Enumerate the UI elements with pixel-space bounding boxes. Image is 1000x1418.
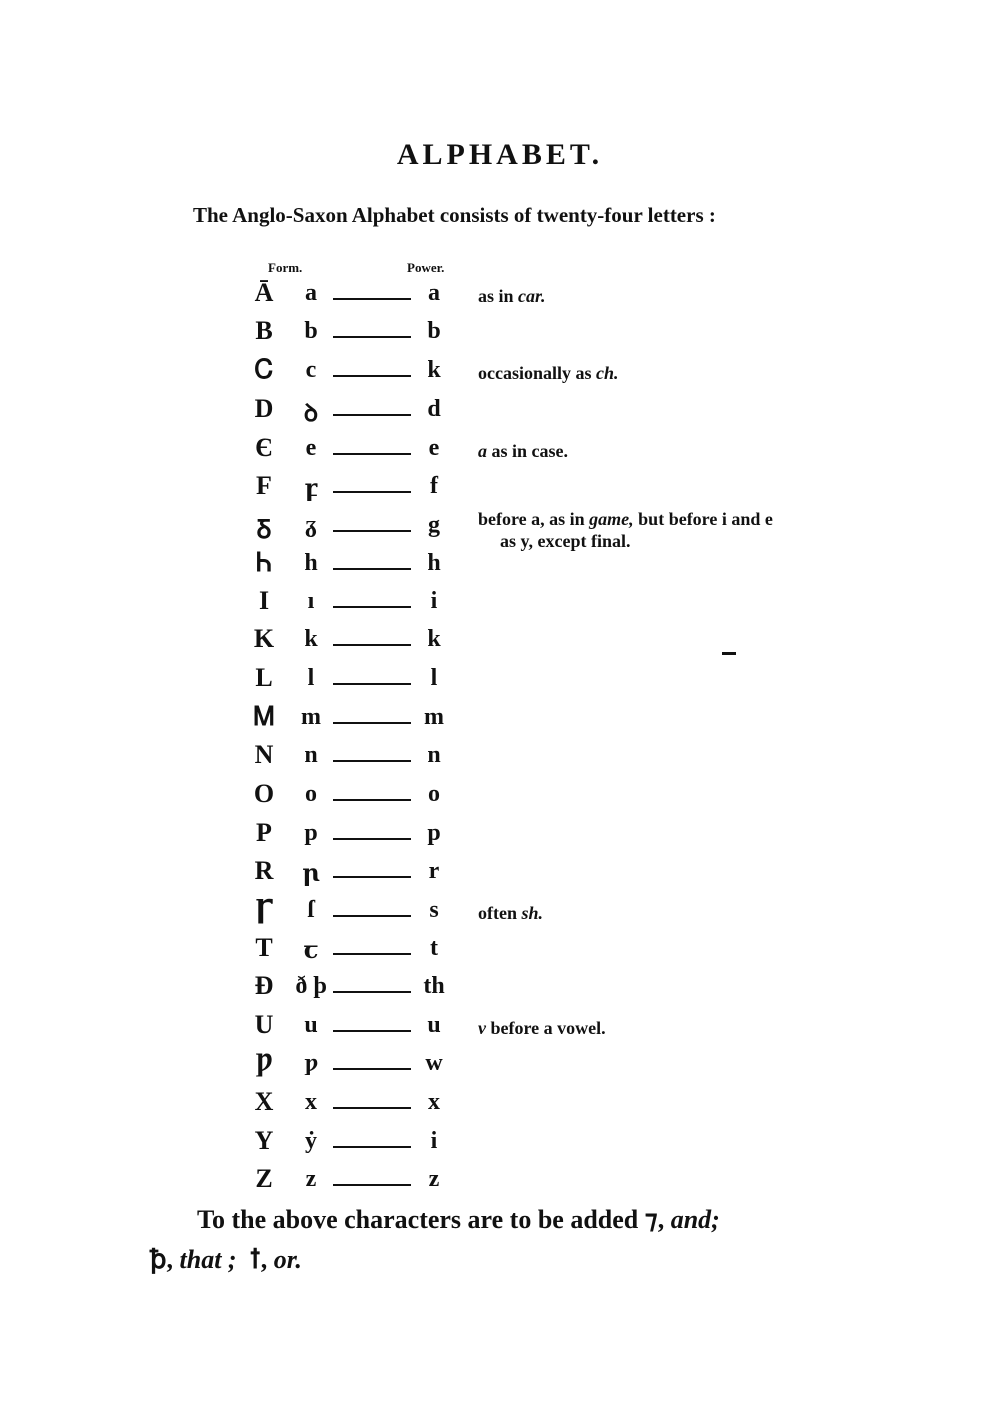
letter-row	[0, 702, 1000, 740]
small-letter: ẏ	[305, 1128, 317, 1154]
letter-row	[0, 818, 1000, 856]
capital-letter: Ᵹ	[256, 515, 272, 544]
letter-row	[0, 1164, 1000, 1202]
footer-line-2: ꝥ, that ; ꝉ, or.	[150, 1245, 302, 1274]
capital-letter: I	[258, 586, 270, 615]
power-value: p	[427, 820, 441, 846]
capital-letter: F	[256, 471, 272, 500]
leader-dash	[333, 991, 411, 993]
small-letter: ꞇ	[303, 938, 319, 964]
leader-dash	[333, 915, 411, 917]
power-value: w	[425, 1050, 443, 1076]
power-value: t	[430, 935, 438, 961]
capital-letter: Ꮒ	[256, 548, 272, 577]
footer-intro: To the above characters are to be added	[197, 1205, 645, 1234]
leader-dash	[333, 1146, 411, 1148]
small-letter: n	[304, 742, 318, 768]
power-value: m	[424, 704, 444, 730]
letter-row	[0, 895, 1000, 933]
power-value: g	[428, 512, 440, 538]
and-word: and;	[670, 1205, 720, 1234]
letter-row	[0, 394, 1000, 432]
page-title: ALPHABET.	[396, 138, 604, 171]
pronunciation-note: a as in case.	[478, 441, 568, 461]
power-value: e	[428, 435, 440, 461]
power-value: z	[428, 1166, 440, 1192]
small-letter: u	[304, 1012, 318, 1038]
capital-letter: Y	[254, 1126, 274, 1155]
or-symbol: ꝉ	[249, 1245, 261, 1274]
leader-dash	[333, 644, 411, 646]
power-value: s	[429, 897, 439, 923]
capital-letter: K	[253, 624, 275, 653]
capital-letter: R	[254, 856, 274, 885]
leader-dash	[333, 1184, 411, 1186]
letter-row	[0, 586, 1000, 624]
power-value: r	[428, 858, 440, 884]
letter-row	[0, 663, 1000, 701]
power-value: i	[430, 588, 438, 614]
pronunciation-note: occasionally as ch.	[478, 363, 619, 383]
leader-dash	[333, 1068, 411, 1070]
stray-mark	[722, 652, 736, 655]
small-letter: ꝼ	[304, 476, 318, 502]
or-word: or.	[273, 1245, 302, 1274]
power-value: i	[430, 1128, 438, 1154]
leader-dash	[333, 953, 411, 955]
capital-letter: B	[255, 316, 273, 345]
leader-dash	[333, 683, 411, 685]
capital-letter: Є	[255, 433, 273, 462]
that-word: that ;	[179, 1245, 237, 1274]
letter-row	[0, 779, 1000, 817]
and-symbol: ⁊	[644, 1205, 658, 1234]
power-value: a	[428, 280, 440, 306]
that-symbol: ꝥ	[150, 1245, 167, 1274]
small-letter: m	[301, 704, 321, 730]
small-letter: k	[304, 626, 318, 652]
capital-letter: Ꞅ	[254, 895, 274, 924]
power-value: o	[428, 781, 440, 807]
letter-row	[0, 316, 1000, 354]
leader-dash	[333, 876, 411, 878]
capital-letter: Z	[255, 1164, 273, 1193]
capital-letter: Đ	[254, 971, 274, 1000]
letter-row	[0, 548, 1000, 586]
leader-dash	[333, 606, 411, 608]
letter-row	[0, 933, 1000, 971]
small-letter: z	[305, 1166, 317, 1192]
small-letter: ƿ	[303, 1050, 319, 1076]
small-letter: x	[305, 1089, 317, 1115]
capital-letter: D	[254, 394, 274, 423]
leader-dash	[333, 722, 411, 724]
leader-dash	[333, 1030, 411, 1032]
small-letter: a	[305, 280, 317, 306]
power-value: k	[427, 626, 441, 652]
leader-dash	[333, 453, 411, 455]
letter-row	[0, 471, 1000, 509]
small-letter: o	[305, 781, 317, 807]
pronunciation-note: v before a vowel.	[478, 1018, 606, 1038]
letter-row	[0, 1087, 1000, 1125]
leader-dash	[333, 375, 411, 377]
leader-dash	[333, 336, 411, 338]
letter-row	[0, 1048, 1000, 1086]
letter-row	[0, 740, 1000, 778]
leader-dash	[333, 568, 411, 570]
small-letter: ı	[307, 588, 315, 614]
capital-letter: T	[255, 933, 273, 962]
power-value: l	[430, 665, 438, 691]
power-value: k	[427, 357, 441, 383]
power-column-header: Power.	[407, 260, 445, 275]
power-value: b	[427, 318, 441, 344]
small-letter: h	[304, 550, 318, 576]
leader-dash	[333, 838, 411, 840]
capital-letter: Ꮯ	[254, 355, 274, 384]
letter-row	[0, 856, 1000, 894]
small-letter: e	[305, 435, 317, 461]
leader-dash	[333, 491, 411, 493]
capital-letter: O	[253, 779, 275, 808]
power-value: f	[430, 473, 438, 499]
leader-dash	[333, 760, 411, 762]
power-value: u	[427, 1012, 441, 1038]
letter-row	[0, 624, 1000, 662]
power-value: x	[428, 1089, 440, 1115]
small-letter: p	[304, 820, 318, 846]
power-value: th	[423, 973, 445, 999]
intro-text: The Anglo-Saxon Alphabet consists of twenty-four letters :	[193, 203, 716, 227]
capital-letter: P	[256, 818, 272, 847]
small-letter: l	[307, 665, 315, 691]
leader-dash	[333, 298, 411, 300]
power-value: h	[427, 550, 441, 576]
capital-letter: Ā	[254, 278, 274, 307]
small-letter: ð þ	[295, 973, 327, 999]
pronunciation-note: as in car.	[478, 286, 546, 306]
letter-row	[0, 971, 1000, 1009]
power-value: d	[427, 396, 441, 422]
pronunciation-note: before a, as in game, but before i and e as y, except final.	[478, 509, 773, 551]
form-column-header: Form.	[268, 260, 303, 275]
leader-dash	[333, 530, 411, 532]
pronunciation-note: often sh.	[478, 903, 544, 923]
capital-letter: L	[255, 663, 273, 692]
small-letter: c	[305, 357, 317, 383]
letter-row	[0, 509, 1000, 551]
letter-row	[0, 278, 1000, 316]
capital-letter: Ꮇ	[253, 702, 275, 731]
power-value: n	[427, 742, 441, 768]
capital-letter: U	[254, 1010, 274, 1039]
small-letter: ꞃ	[302, 861, 320, 887]
small-letter: ſ	[307, 897, 315, 923]
capital-letter: N	[254, 740, 274, 769]
leader-dash	[333, 1107, 411, 1109]
letter-row	[0, 355, 1000, 393]
small-letter: b	[304, 318, 318, 344]
letter-row	[0, 433, 1000, 471]
footer-line-1: To the above characters are to be added ⁊, and;	[197, 1205, 720, 1234]
small-letter: ꝺ	[303, 401, 319, 427]
letter-row	[0, 1010, 1000, 1048]
small-letter: ᵹ	[304, 512, 318, 538]
capital-letter: Ƿ	[255, 1048, 273, 1077]
leader-dash	[333, 799, 411, 801]
capital-letter: X	[254, 1087, 274, 1116]
leader-dash	[333, 414, 411, 416]
letter-row	[0, 1126, 1000, 1164]
